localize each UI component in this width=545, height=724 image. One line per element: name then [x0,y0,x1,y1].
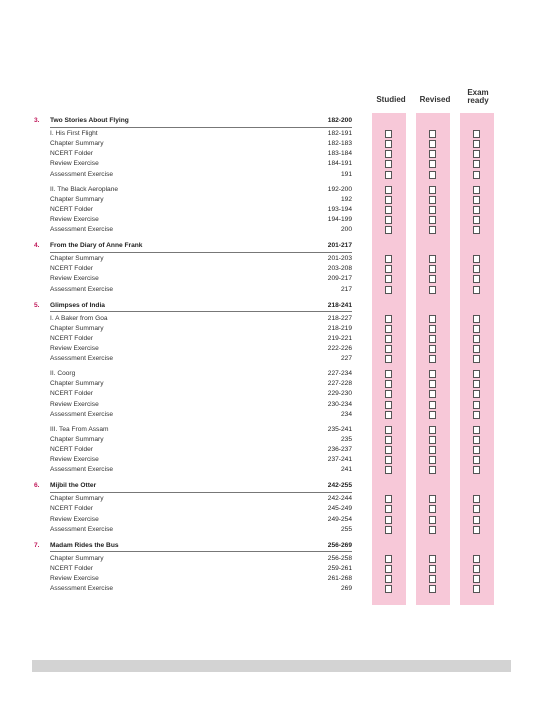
entry-pages: 249-254 [327,515,352,523]
entry-pages: 203-208 [327,265,352,273]
revised-checkbox[interactable] [429,275,436,283]
revised-checkbox[interactable] [429,345,436,353]
toc-entry [34,324,352,334]
studied-checkbox[interactable] [385,466,392,474]
revised-checkbox[interactable] [429,436,436,444]
exam-ready-checkbox[interactable] [473,130,480,138]
revised-checkbox[interactable] [429,466,436,474]
chapter-row [34,481,352,491]
revised-checkbox[interactable] [429,196,436,204]
studied-checkbox[interactable] [385,130,392,138]
entry-title: NCERT Folder [50,205,93,213]
entry-pages: 194-199 [327,215,352,223]
exam-ready-checkbox[interactable] [473,426,480,434]
revised-checkbox[interactable] [429,255,436,263]
header-studied: Studied [376,95,406,104]
studied-checkbox[interactable] [385,315,392,323]
exam-ready-checkbox[interactable] [473,411,480,419]
entry-pages: 201-203 [327,255,352,263]
exam-ready-checkbox[interactable] [473,380,480,388]
revised-checkbox[interactable] [429,315,436,323]
studied-checkbox[interactable] [385,335,392,343]
chapter-row [34,301,352,311]
entry-title: Chapter Summary [50,140,104,148]
entry-pages: 209-217 [327,275,352,283]
revised-checkbox[interactable] [429,216,436,224]
exam-ready-checkbox[interactable] [473,335,480,343]
chapter-number: 6. [34,482,40,490]
exam-ready-checkbox[interactable] [473,160,480,168]
toc-entry [34,400,352,410]
entry-title: Chapter Summary [50,324,104,332]
entry-title: NCERT Folder [50,150,93,158]
toc-entry [34,455,352,465]
studied-checkbox[interactable] [385,370,392,378]
toc-entry [34,139,352,149]
exam-ready-checkbox[interactable] [473,325,480,333]
entry-pages: 245-249 [327,505,352,513]
exam-ready-checkbox[interactable] [473,216,480,224]
entry-pages: 183-184 [327,150,352,158]
revised-checkbox[interactable] [429,335,436,343]
revised-checkbox[interactable] [429,446,436,454]
entry-title: Review Exercise [50,575,99,582]
chapter-divider [50,127,352,128]
revised-checkbox[interactable] [429,555,436,563]
revised-checkbox[interactable] [429,456,436,464]
studied-checkbox[interactable] [385,286,392,294]
studied-checkbox[interactable] [385,426,392,434]
entry-pages: 200 [340,226,352,233]
chapter-divider [50,492,352,493]
revised-checkbox[interactable] [429,130,436,138]
entry-pages: 259-261 [327,564,352,572]
toc-entry [34,195,352,205]
entry-pages: 182-183 [327,140,352,148]
toc-entry [34,185,352,195]
exam-ready-checkbox[interactable] [473,456,480,464]
toc-entry [34,515,352,525]
revised-checkbox[interactable] [429,150,436,158]
studied-checkbox[interactable] [385,390,392,398]
entry-title: Review Exercise [50,400,99,408]
exam-ready-checkbox[interactable] [473,555,480,563]
chapter-divider [50,252,352,253]
exam-ready-checkbox[interactable] [473,196,480,204]
entry-pages: 219-221 [327,334,352,342]
entry-title: I. A Baker from Goa [50,314,108,322]
entry-title: Review Exercise [50,515,99,523]
revised-checkbox[interactable] [429,140,436,148]
toc-entry [34,170,352,180]
exam-ready-checkbox[interactable] [473,565,480,573]
chapter-number: 4. [34,242,40,250]
exam-ready-checkbox[interactable] [473,575,480,583]
toc-entry [34,554,352,564]
toc-entry [34,274,352,284]
chapter-title: Mijbil the Otter [50,482,97,490]
entry-title: III. Tea From Assam [50,425,109,433]
entry-pages: 255 [340,525,352,533]
entry-pages: 230-234 [327,400,352,408]
entry-pages: 236-237 [327,445,352,453]
header-revised: Revised [419,95,451,104]
exam-ready-checkbox[interactable] [473,505,480,513]
revised-checkbox[interactable] [429,516,436,524]
exam-ready-checkbox[interactable] [473,206,480,214]
revised-checkbox[interactable] [429,526,436,534]
exam-ready-checkbox[interactable] [473,466,480,474]
revised-checkbox[interactable] [429,206,436,214]
studied-checkbox[interactable] [385,265,392,273]
revised-checkbox[interactable] [429,565,436,573]
toc-entry [34,465,352,475]
revised-checkbox[interactable] [429,171,436,179]
toc-entry [34,435,352,445]
entry-pages: 235-241 [327,425,352,433]
chapter-number: 7. [34,541,40,549]
toc-entry [34,564,352,574]
studied-checkbox[interactable] [385,355,392,363]
toc-entry [34,574,352,584]
studied-checkbox[interactable] [385,216,392,224]
toc-entry [34,354,352,364]
footer-bar [32,660,511,672]
entry-title: Review Exercise [50,456,99,463]
chapter-pages: 218-241 [327,301,352,309]
entry-pages: 193-194 [327,205,352,213]
toc-entry [34,285,352,295]
revised-checkbox[interactable] [429,411,436,419]
exam-ready-checkbox[interactable] [473,495,480,503]
exam-ready-checkbox[interactable] [473,265,480,273]
studied-checkbox[interactable] [385,275,392,283]
entry-title: NCERT Folder [50,505,93,513]
entry-title: Chapter Summary [50,554,104,562]
revised-checkbox[interactable] [429,325,436,333]
entry-title: II. The Black Aeroplane [50,185,119,193]
entry-title: NCERT Folder [50,445,93,453]
header-exam-ready [460,89,496,105]
entry-pages: 235 [340,435,352,443]
revised-checkbox[interactable] [429,380,436,388]
toc-entry [34,410,352,420]
chapter-pages: 256-269 [327,541,352,549]
toc-entry [34,205,352,215]
entry-pages: 237-241 [327,456,352,463]
entry-title: Assessment Exercise [50,585,114,593]
exam-ready-checkbox[interactable] [473,171,480,179]
toc-entry [34,504,352,514]
revised-checkbox[interactable] [429,265,436,273]
toc-entry [34,369,352,379]
chapter-number: 3. [34,117,40,124]
chapter-pages: 182-200 [327,117,352,124]
exam-ready-checkbox[interactable] [473,516,480,524]
exam-ready-checkbox[interactable] [473,286,480,294]
studied-checkbox[interactable] [385,196,392,204]
entry-pages: 227-234 [327,370,352,378]
header-exam-line2: ready [467,96,489,105]
exam-ready-checkbox[interactable] [473,226,480,234]
chapter-row [34,541,352,551]
studied-checkbox[interactable] [385,226,392,234]
revised-checkbox[interactable] [429,505,436,513]
revised-checkbox[interactable] [429,370,436,378]
studied-checkbox[interactable] [385,456,392,464]
toc-entry [34,389,352,399]
entry-title: Chapter Summary [50,195,104,203]
chapter-title: Glimpses of India [50,301,105,309]
studied-checkbox[interactable] [385,526,392,534]
entry-title: Assessment Exercise [50,466,114,474]
studied-checkbox[interactable] [385,206,392,214]
revised-checkbox[interactable] [429,160,436,168]
entry-title: Review Exercise [50,275,99,283]
exam-ready-checkbox[interactable] [473,526,480,534]
entry-pages: 184-191 [327,160,352,168]
exam-ready-checkbox[interactable] [473,186,480,194]
studied-checkbox[interactable] [385,380,392,388]
studied-checkbox[interactable] [385,495,392,503]
revised-checkbox[interactable] [429,495,436,503]
studied-checkbox[interactable] [385,160,392,168]
revised-checkbox[interactable] [429,186,436,194]
entry-title: NCERT Folder [50,334,93,342]
entry-title: NCERT Folder [50,390,93,398]
entry-title: Chapter Summary [50,380,104,388]
exam-ready-checkbox[interactable] [473,355,480,363]
revised-checkbox[interactable] [429,401,436,409]
revised-checkbox[interactable] [429,390,436,398]
exam-ready-checkbox[interactable] [473,140,480,148]
studied-checkbox[interactable] [385,401,392,409]
toc-entry [34,314,352,324]
entry-pages: 192 [340,195,352,203]
chapter-title: Madam Rides the Bus [50,541,119,549]
entry-title: Assessment Exercise [50,525,114,533]
entry-pages: 256-258 [327,554,352,562]
studied-checkbox[interactable] [385,505,392,513]
exam-ready-checkbox[interactable] [473,150,480,158]
studied-checkbox[interactable] [385,411,392,419]
chapter-row [34,116,352,126]
chapter-row [34,241,352,251]
entry-title: II. Coorg [50,370,76,378]
exam-ready-checkbox[interactable] [473,275,480,283]
toc-entry [34,584,352,594]
entry-pages: 242-244 [327,495,352,503]
exam-ready-checkbox[interactable] [473,585,480,593]
chapter-number: 5. [34,301,40,309]
chapter-divider [50,551,352,552]
toc-entry [34,425,352,435]
revised-checkbox[interactable] [429,226,436,234]
chapter-pages: 242-255 [327,482,352,490]
exam-ready-checkbox[interactable] [473,401,480,409]
toc-entry [34,159,352,169]
studied-checkbox[interactable] [385,446,392,454]
studied-checkbox[interactable] [385,516,392,524]
toc-entry [34,525,352,535]
exam-ready-checkbox[interactable] [473,315,480,323]
entry-pages: 261-268 [327,575,352,582]
entry-pages: 191 [340,170,352,178]
entry-pages: 218-219 [327,324,352,332]
entry-pages: 269 [340,585,352,593]
entry-title: Assessment Exercise [50,285,114,293]
toc-entry [34,344,352,354]
exam-ready-checkbox[interactable] [473,390,480,398]
exam-ready-checkbox[interactable] [473,345,480,353]
entry-title: Assessment Exercise [50,170,114,178]
entry-title: I. His First Flight [50,130,98,138]
entry-title: Review Exercise [50,160,99,168]
entry-pages: 227 [340,355,352,363]
toc-entry [34,149,352,159]
header-exam-line1: Exam [467,88,489,97]
toc-entry [34,264,352,274]
toc-entry [34,129,352,139]
chapter-divider [50,311,352,312]
chapter-title: From the Diary of Anne Frank [50,242,143,250]
toc-entry [34,254,352,264]
studied-checkbox[interactable] [385,436,392,444]
revised-checkbox[interactable] [429,426,436,434]
entry-pages: 222-226 [327,345,352,352]
toc-entry [34,494,352,504]
toc-entry [34,215,352,225]
exam-ready-checkbox[interactable] [473,436,480,444]
chapter-title: Two Stories About Flying [50,117,129,124]
toc-entry [34,445,352,455]
entry-title: Chapter Summary [50,255,104,263]
studied-checkbox[interactable] [385,255,392,263]
entry-pages: 217 [340,285,352,293]
entry-title: Review Exercise [50,345,99,352]
exam-ready-checkbox[interactable] [473,370,480,378]
entry-pages: 227-228 [327,380,352,388]
revised-checkbox[interactable] [429,585,436,593]
entry-pages: 229-230 [327,390,352,398]
entry-pages: 218-227 [327,314,352,322]
studied-checkbox[interactable] [385,345,392,353]
entry-pages: 234 [340,410,352,418]
revised-checkbox[interactable] [429,575,436,583]
exam-ready-checkbox[interactable] [473,255,480,263]
exam-ready-checkbox[interactable] [473,446,480,454]
toc-entry [34,334,352,344]
studied-checkbox[interactable] [385,150,392,158]
entry-title: Review Exercise [50,215,99,223]
chapter-pages: 201-217 [327,242,352,250]
revised-checkbox[interactable] [429,286,436,294]
entry-pages: 182-191 [327,130,352,138]
studied-checkbox[interactable] [385,325,392,333]
entry-title: NCERT Folder [50,564,93,572]
studied-checkbox[interactable] [385,171,392,179]
toc-entry [34,379,352,389]
entry-title: Assessment Exercise [50,410,114,418]
entry-title: Chapter Summary [50,435,104,443]
entry-pages: 192-200 [327,185,352,193]
studied-checkbox[interactable] [385,585,392,593]
studied-checkbox[interactable] [385,565,392,573]
entry-pages: 241 [340,466,352,474]
revised-checkbox[interactable] [429,355,436,363]
studied-checkbox[interactable] [385,555,392,563]
studied-checkbox[interactable] [385,140,392,148]
entry-title: Assessment Exercise [50,355,114,363]
entry-title: NCERT Folder [50,265,93,273]
entry-title: Assessment Exercise [50,226,114,233]
studied-checkbox[interactable] [385,575,392,583]
studied-checkbox[interactable] [385,186,392,194]
entry-title: Chapter Summary [50,495,104,503]
toc-entry [34,225,352,235]
